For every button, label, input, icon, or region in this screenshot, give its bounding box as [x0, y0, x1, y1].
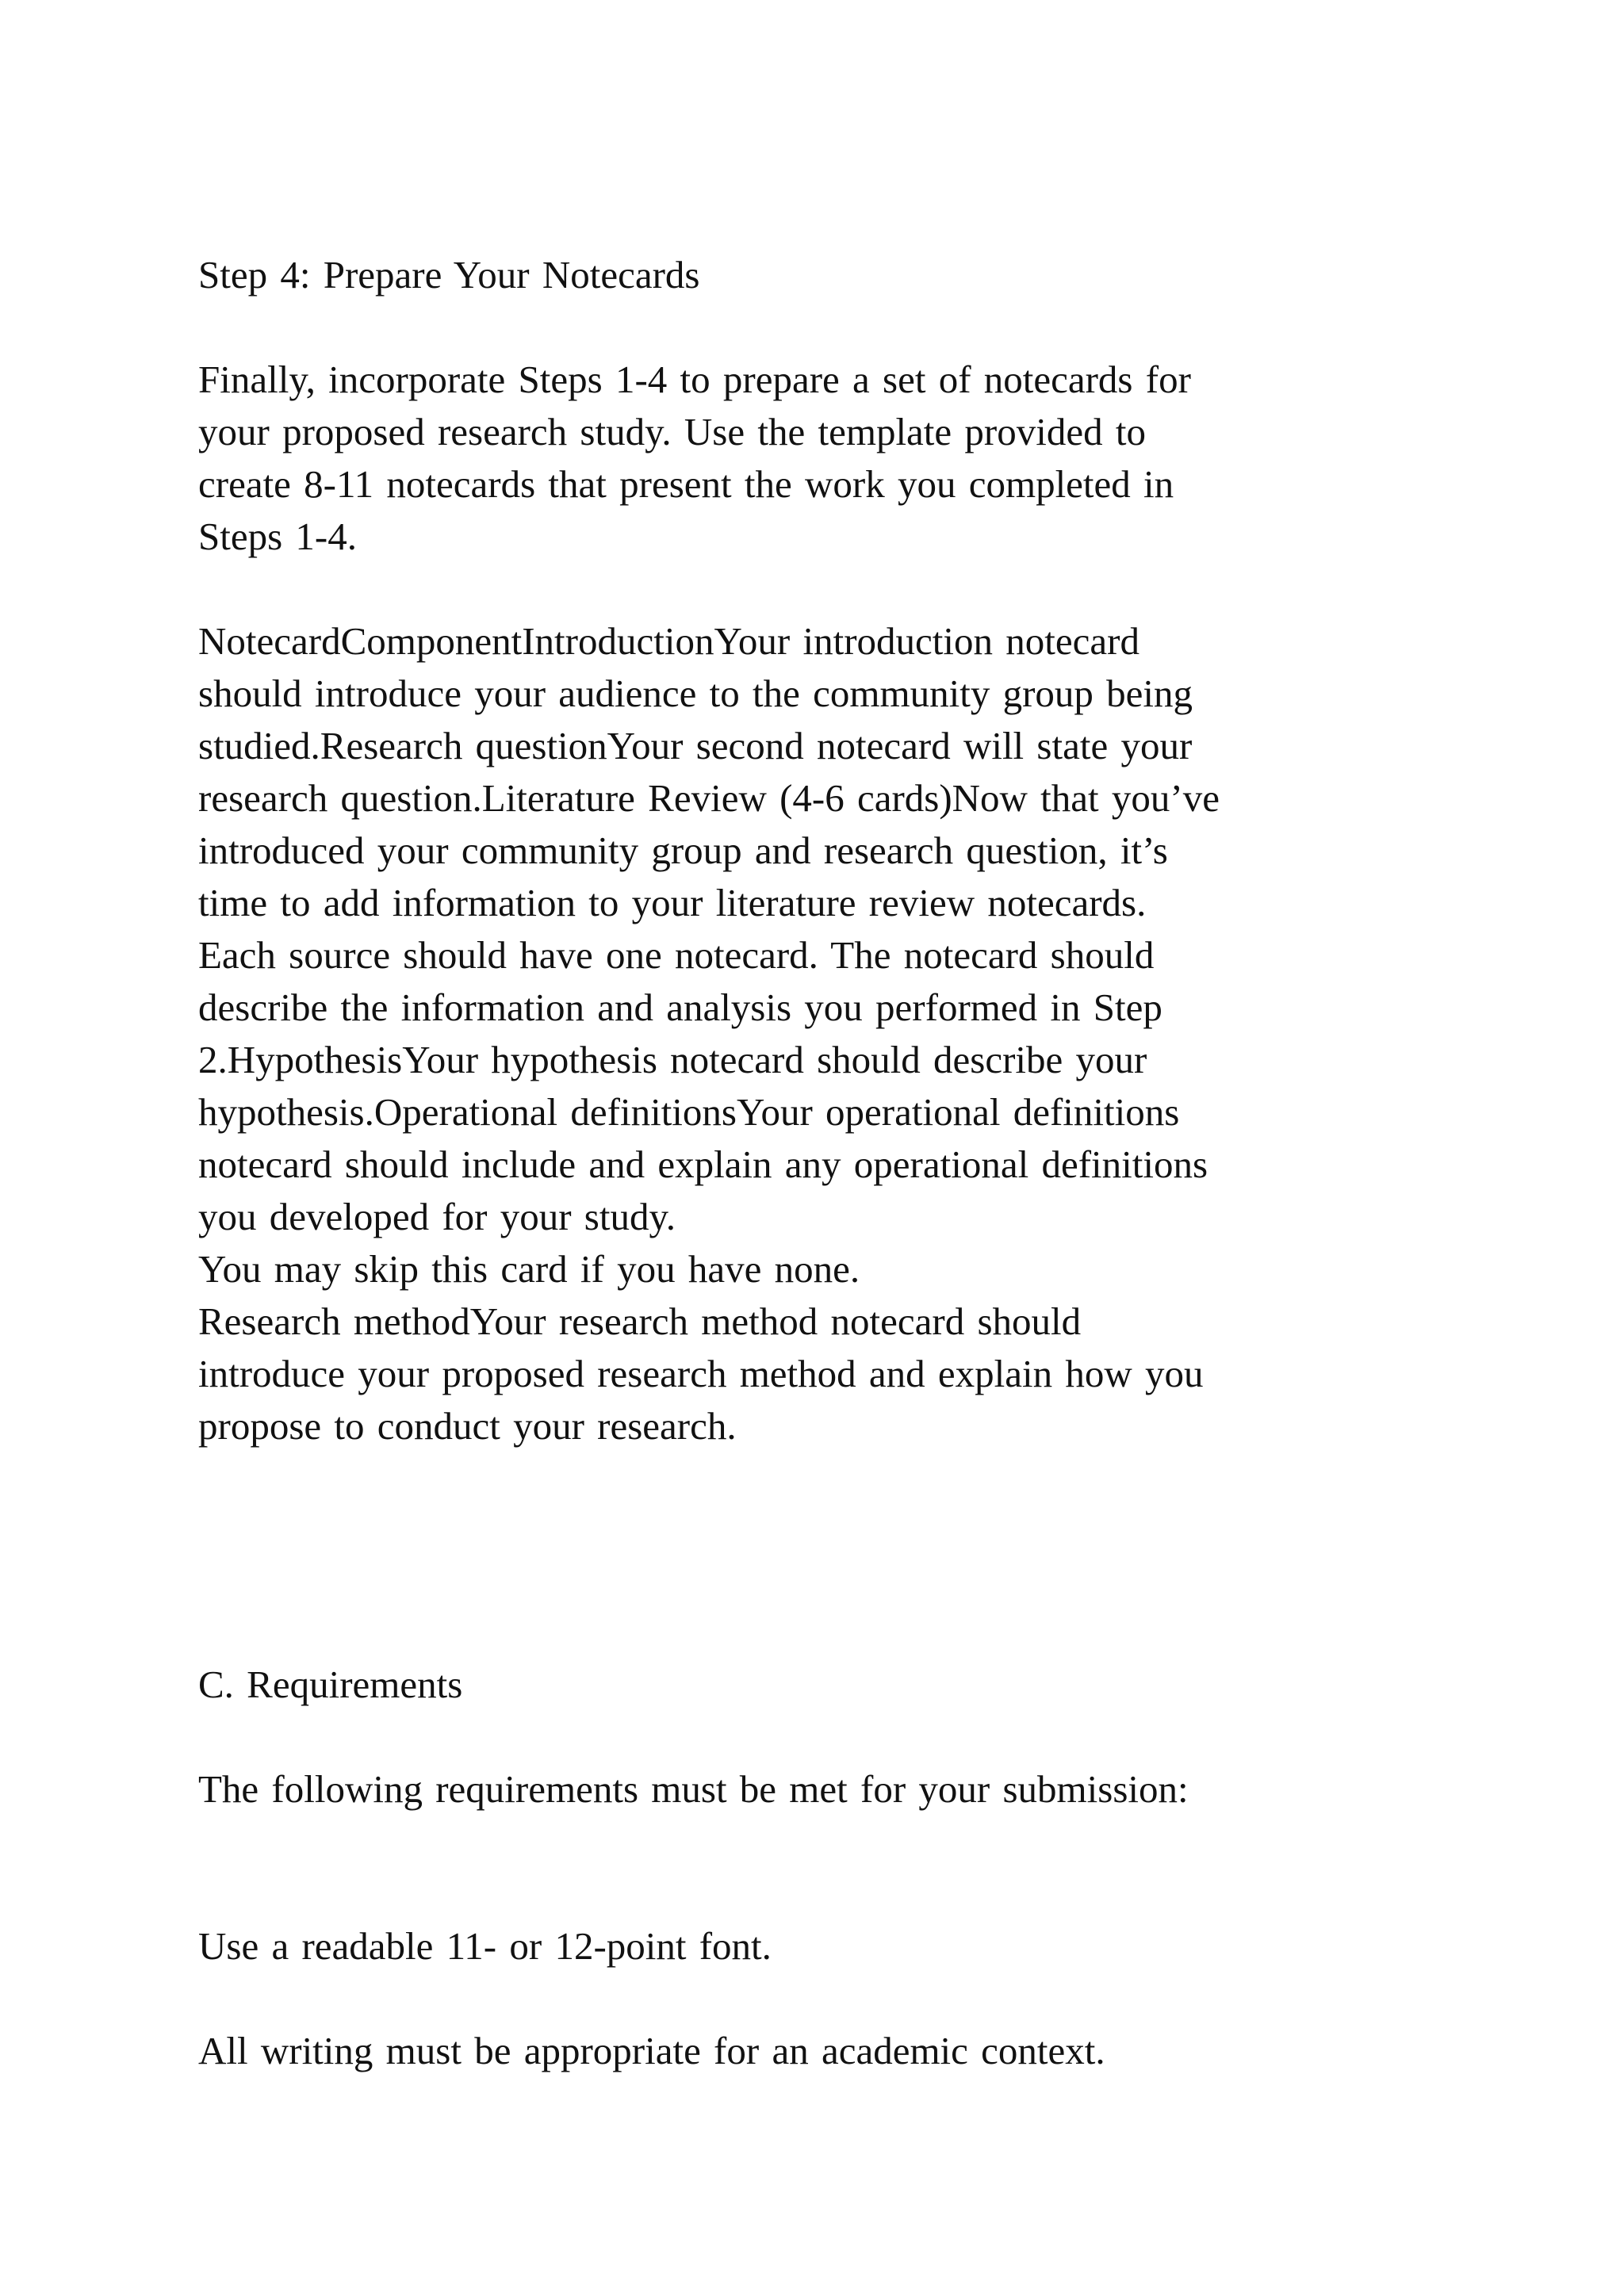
table-line: introduced your community group and research question, it’s — [198, 828, 1168, 872]
table-line: describe the information and analysis you performed in Step — [198, 985, 1162, 1029]
table-line: you developed for your study. — [198, 1195, 676, 1238]
table-line: introduce your proposed research method and explain how you — [198, 1352, 1204, 1395]
table-line: research question.Literature Review (4-6 cards)Now that you’ve — [198, 776, 1220, 820]
table-line: Research methodYour research method notecard should — [198, 1299, 1082, 1343]
table-line: time to add information to your literature review notecards. — [198, 881, 1147, 924]
table-line: hypothesis.Operational definitionsYour operational definitions — [198, 1090, 1180, 1134]
intro-line: Steps 1-4. — [198, 515, 357, 558]
requirements-heading: C. Requirements — [198, 1663, 463, 1706]
table-line: You may skip this card if you have none. — [198, 1247, 860, 1291]
step-heading: Step 4: Prepare Your Notecards — [198, 253, 700, 297]
table-line: 2.HypothesisYour hypothesis notecard should describe your — [198, 1038, 1147, 1081]
table-line: propose to conduct your research. — [198, 1404, 737, 1448]
requirements-intro: The following requirements must be met for your submission: — [198, 1767, 1189, 1811]
intro-line: Finally, incorporate Steps 1-4 to prepare a set of notecards for — [198, 358, 1191, 401]
table-line: studied.Research questionYour second notecard will state your — [198, 724, 1193, 767]
table-line: NotecardComponentIntroductionYour introduction notecard — [198, 619, 1139, 663]
requirement-item: All writing must be appropriate for an academic context. — [198, 2029, 1105, 2072]
table-line: Each source should have one notecard. The notecard should — [198, 933, 1155, 977]
requirement-item: Use a readable 11- or 12-point font. — [198, 1924, 772, 1968]
table-line: should introduce your audience to the community group being — [198, 672, 1193, 715]
table-line: notecard should include and explain any operational definitions — [198, 1142, 1208, 1186]
intro-line: your proposed research study. Use the template provided to — [198, 410, 1146, 453]
intro-line: create 8-11 notecards that present the work you completed in — [198, 462, 1174, 506]
